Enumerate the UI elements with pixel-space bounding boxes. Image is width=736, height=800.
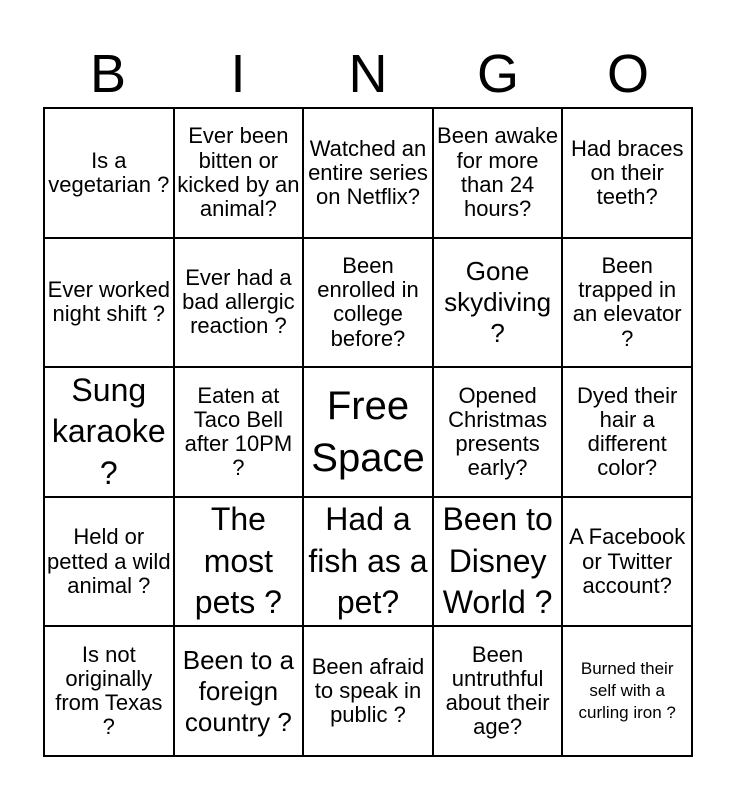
bingo-cell-n2[interactable]: Been enrolled in college before? — [303, 238, 433, 368]
header-letter-g: G — [476, 44, 519, 104]
bingo-cell-i1[interactable]: Ever been bitten or kicked by an animal? — [174, 108, 304, 238]
bingo-cell-free-space[interactable]: Free Space — [303, 367, 433, 497]
bingo-cell-b1[interactable]: Is a vegetarian ? — [44, 108, 174, 238]
bingo-cell-b2[interactable]: Ever worked night shift ? — [44, 238, 174, 368]
bingo-cell-b3[interactable]: Sung karaoke ? — [44, 367, 174, 497]
bingo-cell-n5[interactable]: Been afraid to speak in public ? — [303, 626, 433, 756]
bingo-cell-b5[interactable]: Is not originally from Texas ? — [44, 626, 174, 756]
bingo-cell-o2[interactable]: Been trapped in an elevator ? — [562, 238, 692, 368]
bingo-cell-b4[interactable]: Held or petted a wild animal ? — [44, 497, 174, 627]
bingo-cell-g4[interactable]: Been to Disney World ? — [433, 497, 563, 627]
header-letter-b: B — [89, 44, 127, 104]
bingo-cell-g1[interactable]: Been awake for more than 24 hours? — [433, 108, 563, 238]
header-letter-i: I — [230, 44, 246, 104]
bingo-cell-n4[interactable]: Had a fish as a pet? — [303, 497, 433, 627]
bingo-cell-o3[interactable]: Dyed their hair a different color? — [562, 367, 692, 497]
header-letter-n: N — [348, 44, 388, 104]
bingo-cell-o5[interactable]: Burned their self with a curling iron ? — [562, 626, 692, 756]
bingo-header — [43, 42, 693, 106]
bingo-card — [43, 107, 693, 757]
bingo-cell-i2[interactable]: Ever had a bad allergic reaction ? — [174, 238, 304, 368]
bingo-cell-o1[interactable]: Had braces on their teeth? — [562, 108, 692, 238]
bingo-cell-g2[interactable]: Gone skydiving ? — [433, 238, 563, 368]
bingo-cell-n1[interactable]: Watched an entire series on Netflix? — [303, 108, 433, 238]
bingo-cell-o4[interactable]: A Facebook or Twitter account? — [562, 497, 692, 627]
bingo-cell-i5[interactable]: Been to a foreign country ? — [174, 626, 304, 756]
bingo-cell-g3[interactable]: Opened Christmas presents early? — [433, 367, 563, 497]
bingo-cell-i4[interactable]: The most pets ? — [174, 497, 304, 627]
header-letter-o: O — [606, 44, 649, 104]
bingo-cell-i3[interactable]: Eaten at Taco Bell after 10PM ? — [174, 367, 304, 497]
bingo-cell-g5[interactable]: Been untruthful about their age? — [433, 626, 563, 756]
